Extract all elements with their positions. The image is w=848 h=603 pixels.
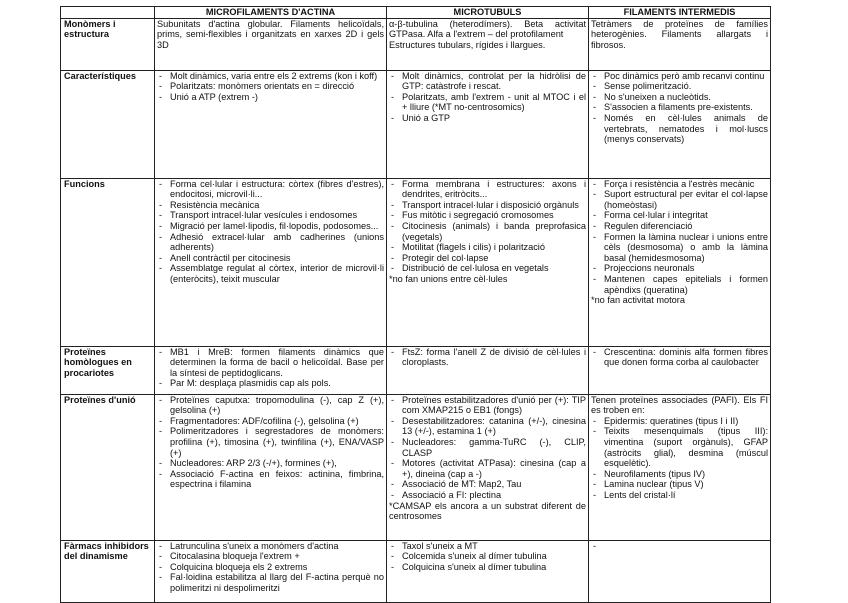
cell-characteristics-microtubules: [387, 70, 589, 178]
cell-structure-if: Tetràmers de proteïnes de famílies heterogènies. Filaments allargats i fibrosos.: [589, 18, 771, 70]
list-item: - Desestabilitzadores: catanina (+/-), cinesina 13 (+/-), estamina 1 (+): [389, 416, 586, 437]
list-item: - FtsZ: forma l'anell Z de divisió de cèl·lules i cloroplasts.: [389, 347, 586, 368]
list-item: - Transport intracel·lular i disposició orgànuls: [389, 200, 586, 211]
binding-microtubules-note: *CAMSAP els ancora a un substrat diferent de centrosomes: [389, 500, 586, 522]
list-item: - Formen la làmina nuclear i unions entre cèls (desmosoma) o amb la làmina basal (hemidesmosoma): [591, 232, 768, 264]
functions-if-note: *no fan activitat motora: [591, 295, 685, 306]
list-item: - Fus mitòtic i segregació cromosomes: [389, 210, 586, 221]
list-item: - Forma membrana i estructures: axons i dendrites, eritròcits...: [389, 179, 586, 200]
list-item: - Colcemida s'uneix al dímer tubulina: [389, 551, 586, 562]
list-item: - Molt dinàmics, varia entre els 2 extrems (kon i koff): [157, 71, 384, 82]
list-item: - Fal·loidina estabilitza al llarg del F-actina perquè no polimeritzi ni despolimeritzi: [157, 572, 384, 593]
list-item: - S'associen a filaments pre-existents.: [591, 102, 768, 113]
list: [591, 347, 768, 368]
list: [591, 416, 768, 501]
list-item: - Poc dinàmics però amb recanvi continu: [591, 71, 768, 82]
cell-characteristics-actin: [155, 70, 387, 178]
list-item: - Transport intracel·lular vesícules i endosomes: [157, 210, 384, 221]
list: [157, 179, 384, 285]
structure-microtubules-text: α-β-tubulina (heterodímers). Beta activitat GTPasa. Alfa a l'extrem – del protofilament: [389, 18, 586, 40]
list-item: - Par M: desplaça plasmidis cap als pols.: [157, 378, 384, 389]
cell-structure-microtubules: [387, 18, 589, 70]
list-item: - Associació de MT: Map2, Tau: [389, 479, 586, 490]
list-item: - Lents del cristal·lí: [591, 490, 768, 501]
list-item: - Polaritzats, amb l'extrem - unit al MTOC i el + lliure (*MT no-centrosomics): [389, 92, 586, 113]
list-item: - Unió a ATP (extrem -): [157, 92, 384, 103]
list-item: - Força i resistència a l'estrès mecànic: [591, 179, 768, 190]
list: [157, 347, 384, 389]
list-item: - Citocalasina bloqueja l'extrem +: [157, 551, 384, 562]
list-item: - Molt dinàmics, controlat per la hidròlisi de GTP: catàstrofe i rescat.: [389, 71, 586, 92]
list: [591, 71, 768, 145]
list-item: - Sense polimerització.: [591, 81, 768, 92]
list-item: - Projeccions neuronals: [591, 263, 768, 274]
row-characteristics: [61, 70, 771, 178]
header-intermediate-filaments: FILAMENTS INTERMEDIS: [589, 7, 771, 19]
list-item: - Teixits mesenquimals (tipus III): vimentina (suport orgànuls), GFAP (astròcits glial), desmina (múscul esquelètic).: [591, 426, 768, 468]
list-item: - Motores (activitat ATPasa): cinesina (cap a +), dineina (cap a -): [389, 458, 586, 479]
list-item: - Associació a FI: plectina: [389, 490, 586, 501]
list-item: - Només en cèl·lules animals de vertebrats, nematodes i mol·luscs (menys conservats): [591, 113, 768, 145]
list-item: - Regulen diferenciació: [591, 221, 768, 232]
cell-drugs-if: [589, 540, 771, 602]
list-item: - Citocinesis (animals) i banda preprofasica (vegetals): [389, 221, 586, 242]
list-item: - Mantenen capes epitelials i formen apèndixs (queratina): [591, 274, 768, 295]
list-item: - Colquicina bloqueja els 2 extrems: [157, 562, 384, 573]
cell-functions-actin: [155, 178, 387, 346]
structure-microtubules-text-2: Estructures tubulars, rígides i llargues.: [389, 39, 546, 50]
list-item: - Proteïnes caputxa: tropomodulina (-), cap Z (+), gelsolina (+): [157, 395, 384, 416]
row-drugs: [61, 540, 771, 602]
list: [389, 395, 586, 501]
row-label-drugs: Fàrmacs inhibidors del dinamisme: [61, 540, 155, 602]
list-item: - Proteïnes estabilitzadores d'unió per (+): TIP com XMAP215 o EB1 (fongs): [389, 395, 586, 416]
list-item: - Crescentina: dominis alfa formen fibres que donen forma corba al caulobacter: [591, 347, 768, 368]
cell-drugs-microtubules: [387, 540, 589, 602]
row-label-structure: Monòmers i estructura: [61, 18, 155, 70]
list: [389, 71, 586, 124]
document-page: [60, 6, 770, 603]
list-item: - Lamina nuclear (tipus V): [591, 479, 768, 490]
cell-prokaryotes-actin: [155, 346, 387, 394]
list-item: - Adhesió extracel·lular amb cadherines (unions adherents): [157, 232, 384, 253]
cell-structure-actin: Subunitats d'actina globular. Filaments helicoïdals, prims, semi-flexibles i organitzats en xarxes 2D i gels 3D: [155, 18, 387, 70]
row-label-functions: Funcions: [61, 178, 155, 346]
row-label-prokaryotes: Proteïnes homòlogues en procariotes: [61, 346, 155, 394]
list-item: - Forma cel·lular i estructura: còrtex (fibres d'estres), endocitosi, microvil·li...: [157, 179, 384, 200]
row-label-binding-proteins: Proteïnes d'unió: [61, 394, 155, 540]
list-item: - Neurofilaments (tipus IV): [591, 469, 768, 480]
cell-prokaryotes-if: [589, 346, 771, 394]
cell-drugs-actin: [155, 540, 387, 602]
cell-binding-microtubules: [387, 394, 589, 540]
list: [157, 541, 384, 594]
list-item: - Fragmentadores: ADF/cofilina (-), gelsolina (+): [157, 416, 384, 427]
list-item: - Latrunculina s'uneix a monòmers d'actina: [157, 541, 384, 552]
list: [157, 71, 384, 103]
binding-if-intro: Tenen proteïnes associades (PAFI). Els FI es troben en:: [591, 394, 768, 416]
list-item: - Protegir del col·lapse: [389, 253, 586, 264]
list-item: - Epidermis: queratines (tipus I i II): [591, 416, 768, 427]
cell-prokaryotes-microtubules: [387, 346, 589, 394]
list-item: - Associació F-actina en feixos: actinina, fimbrina, espectrina i filamina: [157, 469, 384, 490]
list: [389, 541, 586, 573]
list: [389, 179, 586, 274]
row-label-characteristics: Característiques: [61, 70, 155, 178]
cell-functions-microtubules: [387, 178, 589, 346]
list: [591, 179, 768, 296]
list-item: - Forma cel·lular i integritat: [591, 210, 768, 221]
row-functions: [61, 178, 771, 346]
list-item: - Assemblatge regulat al còrtex, interior de microvil·li (enteròcits), teixit muscular: [157, 263, 384, 284]
list-item: - Distribució de cel·lulosa en vegetals: [389, 263, 586, 274]
header-empty: [61, 7, 155, 19]
functions-microtubules-note: *no fan unions entre cèl·lules: [389, 273, 508, 284]
list-item: - MB1 i MreB: formen filaments dinàmics que determinen la forma de bacil o helicoïdal. Base per la síntesi de peptidoglicans.: [157, 347, 384, 379]
list-item: - Colquicina s'uneix al dímer tubulina: [389, 562, 586, 573]
cytoskeleton-comparison-table: [60, 6, 771, 603]
list-item: - Anell contràctil per citocinesis: [157, 253, 384, 264]
cell-characteristics-if: [589, 70, 771, 178]
row-structure: [61, 18, 771, 70]
list-item: - Taxol s'uneix a MT: [389, 541, 586, 552]
list-item: - Polaritzats: monòmers orientats en = direcció: [157, 81, 384, 92]
list-item: - No s'uneixen a nucleòtids.: [591, 92, 768, 103]
row-prokaryotes: [61, 346, 771, 394]
list: [389, 347, 586, 368]
list-item: - Polimeritzadores i segrestadores de monòmers: profilina (+), timosina (+), twinfilina (+), ENA/VASP (+): [157, 426, 384, 458]
list-item: - Unió a GTP: [389, 113, 586, 124]
cell-binding-if: [589, 394, 771, 540]
list-item: - Resistència mecànica: [157, 200, 384, 211]
cell-functions-if: [589, 178, 771, 346]
header-actin-microfilaments: MICROFILAMENTS D'ACTINA: [155, 7, 387, 19]
list-item: - Suport estructural per evitar el col·lapse (homeòstasi): [591, 189, 768, 210]
header-row: [61, 7, 771, 19]
row-binding-proteins: [61, 394, 771, 540]
list-item: - Migració per lamel·lipodis, fil·lopodis, podosomes...: [157, 221, 384, 232]
header-microtubules: MICROTUBULS: [387, 7, 589, 19]
list-item: - Motilitat (flagels i cilis) i polarització: [389, 242, 586, 253]
list: [157, 395, 384, 490]
list-item: - Nucleadores: ARP 2/3 (-/+), formines (+),: [157, 458, 384, 469]
cell-binding-actin: [155, 394, 387, 540]
list-item: - Nucleadores: gamma-TuRC (-), CLIP, CLASP: [389, 437, 586, 458]
